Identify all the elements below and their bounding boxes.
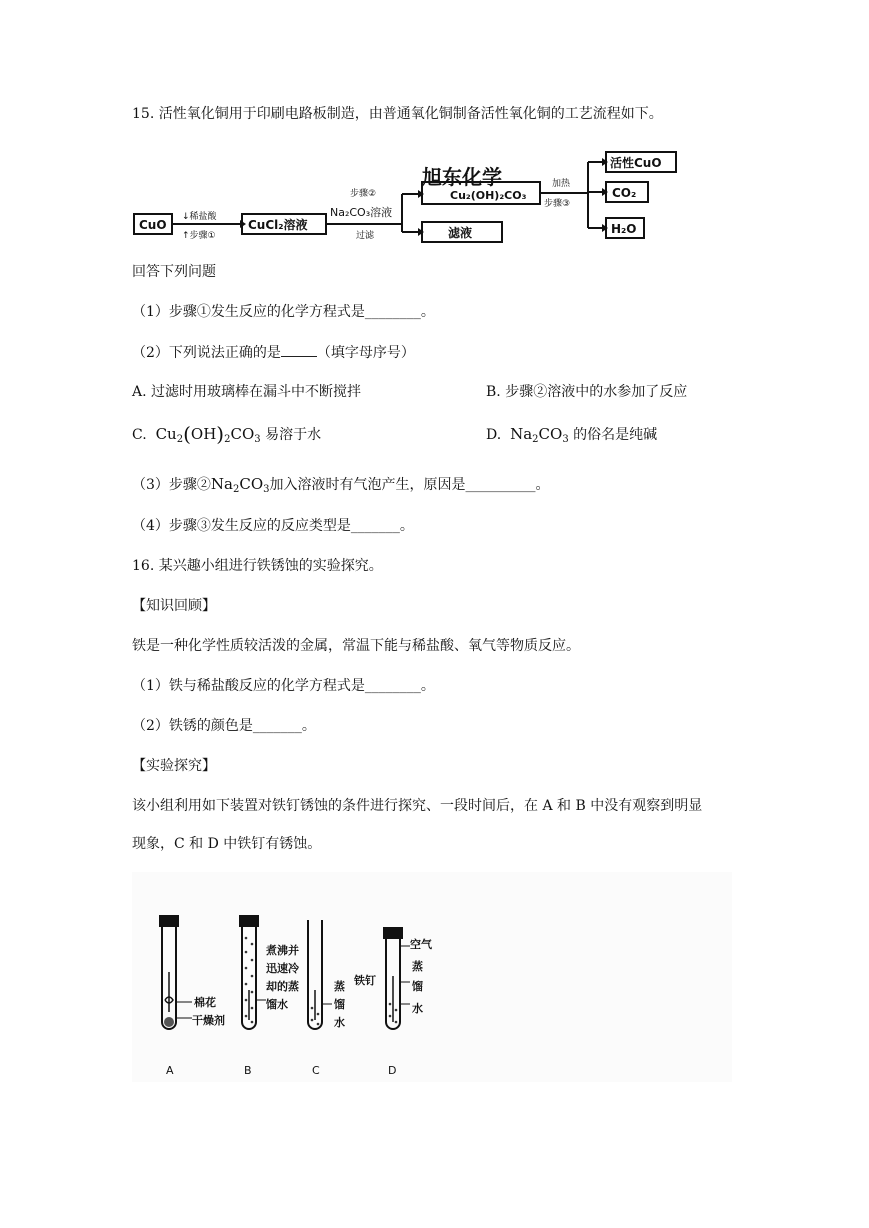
tube-d-label-nail: 铁钉 — [354, 974, 376, 987]
q15-sub2-post: （填字母序号） — [316, 345, 415, 361]
q16-review-heading: 【知识回顾】 — [132, 598, 216, 614]
formula-na2co3: $Na_2CO_3$ — [510, 425, 569, 445]
formula-cu2oh2co3: $Cu_2(OH)_2CO_3$ — [155, 422, 261, 446]
q16-explore-text1: 该小组利用如下装置对铁钉锈蚀的条件进行探究、一段时间后，在 A 和 B 中没有观察到明显 — [132, 798, 703, 814]
flow-step2-bottom: 过滤 — [356, 231, 375, 241]
flow-step3-top: 加热 — [552, 179, 571, 189]
flow-step1-top: ↓稀盐酸 — [182, 212, 217, 222]
q15-sub3-post: 加入溶液时有气泡产生，原因是__________。 — [269, 477, 550, 493]
q15-sub4: （4）步骤③发生反应的反应类型是_______。 — [132, 518, 414, 534]
tube-a-label-desiccant: 干燥剂 — [192, 1014, 225, 1027]
tube-d-label-air: 空气 — [410, 938, 432, 951]
tube-c-label-1: 蒸 — [334, 980, 345, 993]
tube-d-label-water-3: 水 — [412, 1002, 423, 1015]
q15-option-c-label: C. — [132, 427, 147, 443]
q16-explore-text2: 现象，C 和 D 中铁钉有锈蚀。 — [132, 836, 322, 852]
flow-out2: CO₂ — [612, 186, 637, 200]
q15-sub1: （1）步骤①发生反应的化学方程式是________。 — [132, 304, 435, 320]
q16-test-tube-figure — [132, 872, 732, 1082]
q15-stem: 15. 活性氧化铜用于印刷电路板制造，由普通氧化铜制备活性氧化铜的工艺流程如下。 — [132, 106, 663, 122]
q15-flow-diagram — [130, 146, 690, 246]
q15-option-d-text: 的俗名是纯碱 — [573, 427, 658, 443]
tube-letter-c: C — [312, 1064, 320, 1077]
q16-review-text: 铁是一种化学性质较活泼的金属，常温下能与稀盐酸、氧气等物质反应。 — [132, 638, 580, 654]
answer-blank[interactable] — [281, 342, 317, 357]
tube-b-label-line4: 馏水 — [266, 998, 288, 1011]
q15-option-a: A. 过滤时用玻璃棒在漏斗中不断搅拌 — [132, 384, 362, 400]
tube-letter-a: A — [166, 1064, 174, 1077]
q15-prompt: 回答下列问题 — [132, 264, 216, 280]
tube-letter-d: D — [388, 1064, 397, 1077]
flow-step2-mid: Na₂CO₃溶液 — [330, 206, 393, 219]
q15-option-d — [486, 424, 657, 445]
flow-product: Cu₂(OH)₂CO₃ — [450, 189, 527, 202]
q15-sub3 — [132, 474, 550, 495]
flow-cucl2: CuCl₂溶液 — [248, 218, 308, 232]
flow-start: CuO — [139, 218, 167, 232]
flow-step1-bottom: ↑步骤① — [182, 231, 216, 241]
flow-step2-top: 步骤② — [350, 189, 377, 199]
tube-b-label-line3: 却的蒸 — [266, 980, 299, 993]
q15-option-b: B. 步骤②溶液中的水参加了反应 — [486, 384, 688, 400]
q16-explore-heading: 【实验探究】 — [132, 758, 216, 774]
tube-c-label-3: 水 — [334, 1016, 345, 1029]
tube-b-label-line1: 煮沸并 — [266, 944, 299, 957]
q15-option-c-text: 易溶于水 — [265, 427, 322, 443]
q15-sub2-pre: （2）下列说法正确的是 — [132, 345, 281, 361]
tube-d-label-water-1: 蒸 — [412, 960, 423, 973]
flow-filtrate: 滤液 — [448, 226, 473, 240]
tube-c-label-2: 馏 — [334, 998, 345, 1011]
tube-letter-b: B — [244, 1064, 252, 1077]
flow-out3: H₂O — [611, 222, 637, 236]
tube-a-label-cotton: 棉花 — [194, 996, 216, 1009]
q15-sub2 — [132, 342, 415, 363]
q15-sub3-pre: （3）步骤② — [132, 477, 211, 493]
q16-stem: 16. 某兴趣小组进行铁锈蚀的实验探究。 — [132, 558, 383, 574]
q16-sub2: （2）铁锈的颜色是_______。 — [132, 718, 316, 734]
q15-option-d-label: D. — [486, 427, 502, 443]
formula-na2co3-2: $Na_2CO_3$ — [210, 475, 270, 495]
flow-step3-bottom: 步骤③ — [544, 199, 571, 209]
tube-d-label-water-2: 馏 — [412, 980, 423, 993]
flow-watermark: 旭东化学 — [422, 165, 502, 189]
q15-option-c — [132, 424, 321, 445]
q16-sub1: （1）铁与稀盐酸反应的化学方程式是________。 — [132, 678, 435, 694]
flow-out1: 活性CuO — [610, 156, 662, 170]
tube-b-label-line2: 迅速冷 — [266, 962, 299, 975]
